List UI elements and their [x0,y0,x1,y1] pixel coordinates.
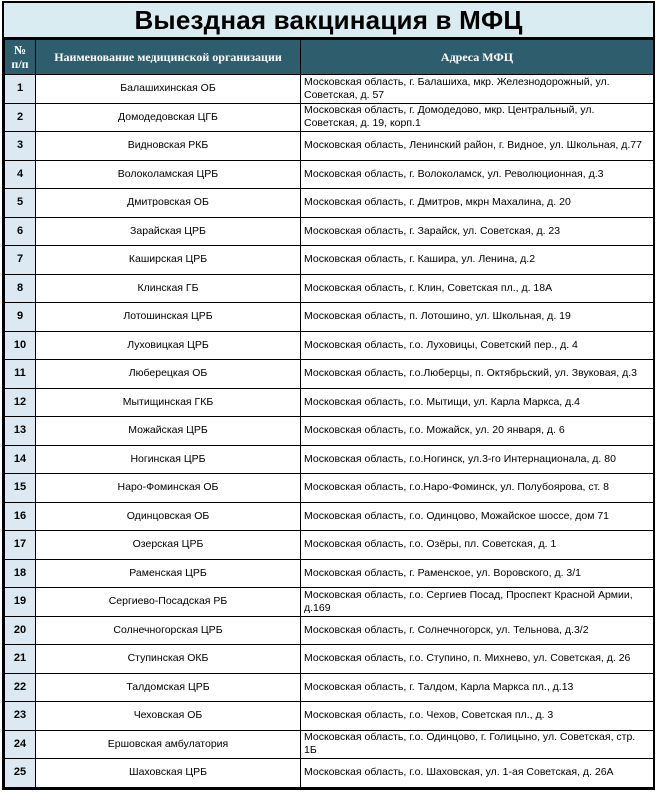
mfc-table [4,39,654,788]
mfc-address: Московская область, г.о. Чехов, Советская пл., д. 3 [301,702,654,731]
table-row [5,759,654,788]
mfc-address: Московская область, г. Зарайск, ул. Советская, д. 23 [301,217,654,246]
table-row [5,303,654,332]
organization-name: Клинская ГБ [36,274,301,303]
organization-name: Шаховская ЦРБ [36,759,301,788]
row-number: 1 [5,75,36,104]
table-row [5,559,654,588]
organization-name: Ногинская ЦРБ [36,445,301,474]
row-number: 4 [5,160,36,189]
mfc-address: Московская область, г.о.Наро-Фоминск, ул. Полубоярова, ст. 8 [301,474,654,503]
table-row [5,274,654,303]
table-row [5,502,654,531]
table-header-row [5,40,654,75]
mfc-address: Московская область, г.о. Озёры, пл. Советская, д. 1 [301,531,654,560]
table-row [5,474,654,503]
page-title: Выездная вакцинация в МФЦ [134,4,523,35]
table-body [5,75,654,788]
row-number: 16 [5,502,36,531]
row-number: 11 [5,360,36,389]
organization-name: Луховицкая ЦРБ [36,331,301,360]
organization-name: Балашихинская ОБ [36,75,301,104]
organization-name: Домодедовская ЦГБ [36,103,301,132]
organization-name: Наро-Фоминская ОБ [36,474,301,503]
mfc-address: Московская область, г.о. Мытищи, ул. Карла Маркса, д.4 [301,388,654,417]
mfc-address: Московская область, г.о.Люберцы, п. Октябрьский, ул. Звуковая, д.3 [301,360,654,389]
mfc-address: Московская область, г. Дмитров, мкрн Махалина, д. 20 [301,189,654,218]
mfc-address: Московская область, г. Волоколамск, ул. Революционная, д.3 [301,160,654,189]
organization-name: Озерская ЦРБ [36,531,301,560]
organization-name: Ершовская амбулатория [36,730,301,759]
row-number: 23 [5,702,36,731]
row-number: 5 [5,189,36,218]
row-number: 7 [5,246,36,275]
row-number: 19 [5,588,36,617]
table-row [5,132,654,161]
mfc-address: Московская область, г. Клин, Советская пл., д. 18А [301,274,654,303]
row-number: 17 [5,531,36,560]
table-row [5,445,654,474]
row-number: 14 [5,445,36,474]
table-row [5,730,654,759]
row-number: 3 [5,132,36,161]
table-row [5,417,654,446]
mfc-address: Московская область, г. Кашира, ул. Ленина, д.2 [301,246,654,275]
row-number: 21 [5,645,36,674]
row-number: 25 [5,759,36,788]
mfc-address: Московская область, г.о. Одинцово, Можайское шоссе, дом 71 [301,502,654,531]
table-row [5,103,654,132]
title-bar [4,3,653,39]
mfc-address: Московская область, г.о. Луховицы, Советский пер., д. 4 [301,331,654,360]
header-organization: Наименование медицинской организации [36,40,301,75]
row-number: 12 [5,388,36,417]
row-number: 2 [5,103,36,132]
table-row [5,388,654,417]
table-row [5,645,654,674]
table-row [5,616,654,645]
organization-name: Лотошинская ЦРБ [36,303,301,332]
header-address: Адреса МФЦ [301,40,654,75]
organization-name: Талдомская ЦРБ [36,673,301,702]
table-row [5,673,654,702]
row-number: 9 [5,303,36,332]
table-row [5,360,654,389]
row-number: 15 [5,474,36,503]
table-row [5,702,654,731]
organization-name: Дмитровская ОБ [36,189,301,218]
row-number: 22 [5,673,36,702]
table-row [5,160,654,189]
mfc-address: Московская область, г. Солнечногорск, ул. Тельнова, д.3/2 [301,616,654,645]
header-number-abbr: п/п [11,57,29,71]
organization-name: Чеховская ОБ [36,702,301,731]
table-row [5,75,654,104]
table-row [5,588,654,617]
header-number-symbol: № [13,43,27,57]
mfc-address: Московская область, г.о. Ступино, п. Михнево, ул. Советская, д. 26 [301,645,654,674]
row-number: 6 [5,217,36,246]
table-row [5,189,654,218]
organization-name: Волоколамская ЦРБ [36,160,301,189]
organization-name: Солнечногорская ЦРБ [36,616,301,645]
organization-name: Видновская РКБ [36,132,301,161]
mfc-address: Московская область, г.о. Шаховская, ул. 1-ая Советская, д. 26А [301,759,654,788]
header-number [5,40,36,75]
mfc-address: Московская область, г. Раменское, ул. Воровского, д. 3/1 [301,559,654,588]
mfc-address: Московская область, г. Балашиха, мкр. Железнодорожный, ул. Советская, д. 57 [301,75,654,104]
organization-name: Зарайская ЦРБ [36,217,301,246]
vaccination-sheet [2,1,655,790]
mfc-address: Московская область, г. Талдом, Карла Маркса пл., д.13 [301,673,654,702]
row-number: 10 [5,331,36,360]
mfc-address: Московская область, г.о.Ногинск, ул.3-го Интернационала, д. 80 [301,445,654,474]
organization-name: Ступинская ОКБ [36,645,301,674]
mfc-address: Московская область, г.о. Сергиев Посад, Проспект Красной Армии, д.169 [301,588,654,617]
organization-name: Мытищинская ГКБ [36,388,301,417]
row-number: 20 [5,616,36,645]
row-number: 8 [5,274,36,303]
organization-name: Люберецкая ОБ [36,360,301,389]
mfc-address: Московская область, г.о. Одинцово, г. Голицыно, ул. Советская, стр. 1Б [301,730,654,759]
table-row [5,217,654,246]
table-row [5,246,654,275]
row-number: 18 [5,559,36,588]
mfc-address: Московская область, г.о. Можайск, ул. 20 января, д. 6 [301,417,654,446]
organization-name: Можайская ЦРБ [36,417,301,446]
row-number: 24 [5,730,36,759]
organization-name: Сергиево-Посадская РБ [36,588,301,617]
mfc-address: Московская область, п. Лотошино, ул. Школьная, д. 19 [301,303,654,332]
mfc-address: Московская область, г. Домодедово, мкр. Центральный, ул. Советская, д. 19, корп.1 [301,103,654,132]
row-number: 13 [5,417,36,446]
organization-name: Раменская ЦРБ [36,559,301,588]
table-row [5,531,654,560]
organization-name: Каширская ЦРБ [36,246,301,275]
organization-name: Одинцовская ОБ [36,502,301,531]
mfc-address: Московская область, Ленинский район, г. Видное, ул. Школьная, д.77 [301,132,654,161]
table-row [5,331,654,360]
